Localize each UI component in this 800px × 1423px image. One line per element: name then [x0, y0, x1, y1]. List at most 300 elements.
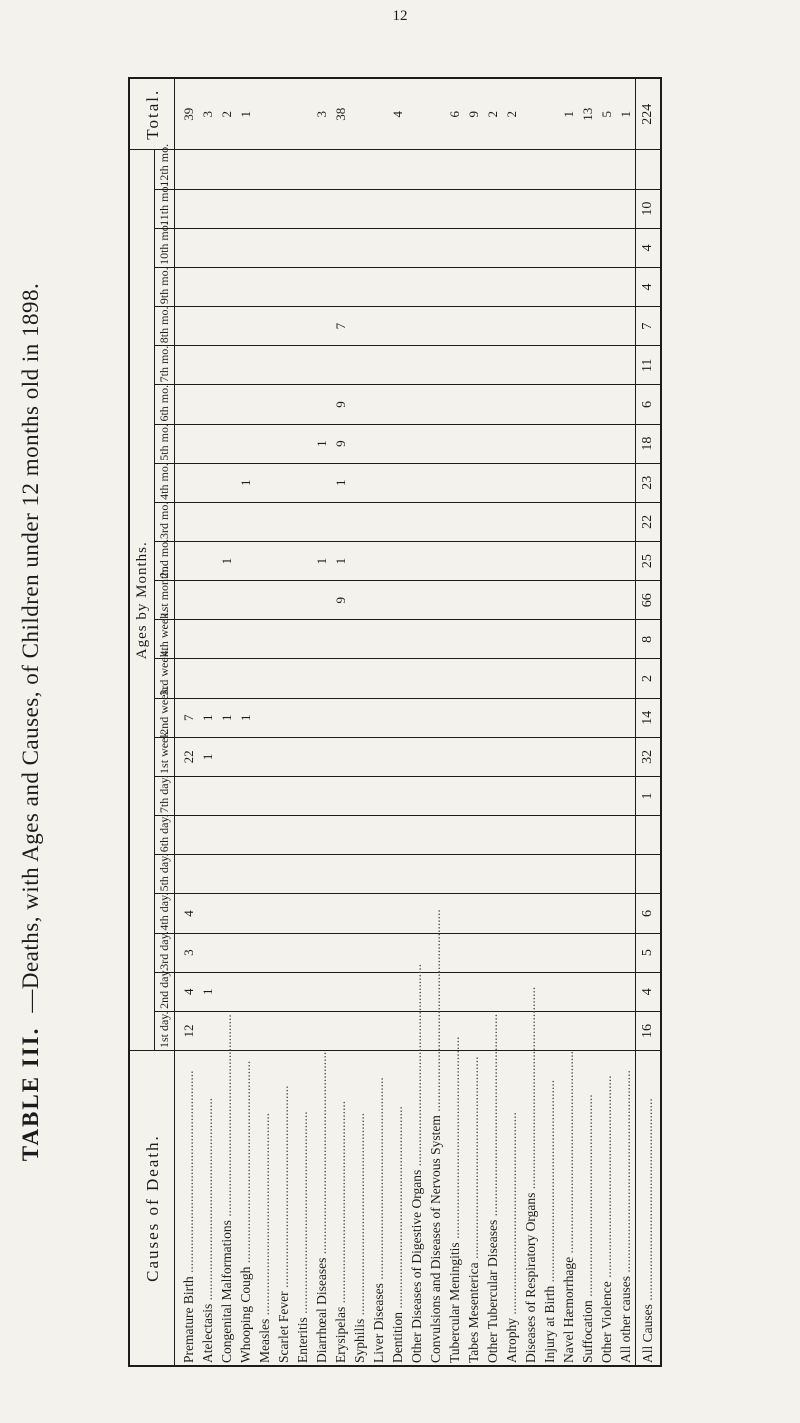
value-cell — [331, 816, 350, 855]
value-cell — [464, 424, 483, 463]
value-cell — [198, 855, 217, 894]
value-cell — [521, 150, 540, 189]
value-cell — [616, 776, 636, 815]
value-cell — [236, 1011, 255, 1050]
value-cell — [540, 346, 559, 385]
value-cell — [502, 933, 521, 972]
value-cell — [369, 659, 388, 698]
value-cell — [198, 228, 217, 267]
value-cell — [578, 385, 597, 424]
value-cell — [578, 424, 597, 463]
value-cell — [521, 816, 540, 855]
value-cell — [369, 933, 388, 972]
value-cell — [255, 424, 274, 463]
value-cell — [597, 933, 616, 972]
value-cell — [293, 228, 312, 267]
value-cell — [274, 189, 293, 228]
value-cell — [388, 659, 407, 698]
value-cell — [331, 502, 350, 541]
value-cell — [255, 581, 274, 620]
column-header: 6th day. — [155, 816, 175, 855]
value-cell — [616, 346, 636, 385]
value-cell — [464, 972, 483, 1011]
value-cell — [426, 620, 445, 659]
value-cell — [540, 698, 559, 737]
value-cell — [559, 620, 578, 659]
value-cell — [426, 228, 445, 267]
value-cell — [369, 894, 388, 933]
total-cell: 13 — [578, 78, 597, 150]
value-cell — [445, 933, 464, 972]
value-cell — [175, 502, 199, 541]
total-cell: 3 — [198, 78, 217, 150]
value-cell: 7 — [636, 307, 662, 346]
table-row — [559, 78, 578, 1366]
value-cell — [255, 698, 274, 737]
value-cell — [217, 502, 236, 541]
table-row — [175, 78, 199, 1366]
value-cell — [312, 150, 331, 189]
value-cell — [540, 542, 559, 581]
value-cell — [293, 189, 312, 228]
column-header: 2nd week. — [155, 698, 175, 737]
value-cell — [198, 659, 217, 698]
value-cell: 2 — [636, 659, 662, 698]
value-cell — [274, 855, 293, 894]
table-row — [350, 78, 369, 1366]
value-cell — [426, 855, 445, 894]
value-cell — [312, 385, 331, 424]
value-cell — [293, 267, 312, 306]
value-cell — [445, 855, 464, 894]
value-cell — [236, 424, 255, 463]
value-cell — [616, 1011, 636, 1050]
value-cell — [274, 228, 293, 267]
total-cell: 2 — [483, 78, 502, 150]
value-cell — [350, 933, 369, 972]
value-cell — [521, 620, 540, 659]
value-cell — [369, 502, 388, 541]
value-cell: 18 — [636, 424, 662, 463]
value-cell — [445, 228, 464, 267]
value-cell — [616, 502, 636, 541]
value-cell — [369, 972, 388, 1011]
value-cell — [369, 855, 388, 894]
total-cell — [274, 78, 293, 150]
value-cell — [502, 1011, 521, 1050]
value-cell: 4 — [636, 267, 662, 306]
value-cell — [559, 737, 578, 776]
value-cell — [331, 620, 350, 659]
value-cell — [255, 346, 274, 385]
value-cell — [521, 463, 540, 502]
value-cell — [217, 267, 236, 306]
value-cell — [255, 816, 274, 855]
value-cell: 32 — [636, 737, 662, 776]
value-cell — [616, 894, 636, 933]
value-cell — [616, 542, 636, 581]
value-cell — [407, 542, 426, 581]
table-caption — [18, 77, 44, 1367]
value-cell — [274, 972, 293, 1011]
cause-label: Measles — [257, 1318, 272, 1363]
value-cell — [616, 150, 636, 189]
cause-label: Premature Birth — [181, 1276, 196, 1363]
value-cell — [255, 150, 274, 189]
value-cell — [502, 424, 521, 463]
value-cell — [426, 816, 445, 855]
value-cell — [236, 620, 255, 659]
value-cell — [388, 189, 407, 228]
column-header: 1st week. — [155, 737, 175, 776]
column-header: 2nd day. — [155, 972, 175, 1011]
value-cell: 1 — [198, 972, 217, 1011]
value-cell — [236, 502, 255, 541]
value-cell: 22 — [175, 737, 199, 776]
table-row — [464, 78, 483, 1366]
value-cell — [616, 620, 636, 659]
value-cell — [293, 1011, 312, 1050]
value-cell — [217, 424, 236, 463]
value-cell — [331, 737, 350, 776]
value-cell — [597, 620, 616, 659]
value-cell — [616, 933, 636, 972]
value-cell — [597, 1011, 616, 1050]
value-cell — [483, 776, 502, 815]
value-cell — [198, 150, 217, 189]
cause-label: Other Violence — [599, 1281, 614, 1363]
value-cell — [312, 581, 331, 620]
value-cell — [236, 581, 255, 620]
value-cell — [388, 463, 407, 502]
value-cell — [464, 385, 483, 424]
column-header: 4th week. — [155, 620, 175, 659]
value-cell — [198, 1011, 217, 1050]
value-cell — [175, 267, 199, 306]
value-cell — [236, 816, 255, 855]
value-cell — [198, 581, 217, 620]
value-cell — [540, 385, 559, 424]
value-cell — [521, 267, 540, 306]
cause-cell: Liver Diseases ............................................................ — [371, 1077, 386, 1363]
column-header: 4th day. — [155, 894, 175, 933]
value-cell — [426, 346, 445, 385]
value-cell — [578, 816, 597, 855]
value-cell: 16 — [636, 1011, 662, 1050]
value-cell — [502, 267, 521, 306]
value-cell — [407, 189, 426, 228]
value-cell — [502, 620, 521, 659]
value-cell — [369, 542, 388, 581]
cause-label: Tubercular Meningitis — [447, 1242, 462, 1363]
value-cell: 9 — [331, 385, 350, 424]
value-cell — [597, 855, 616, 894]
value-cell — [350, 659, 369, 698]
value-cell — [255, 502, 274, 541]
value-cell — [331, 659, 350, 698]
value-cell — [274, 737, 293, 776]
value-cell — [578, 737, 597, 776]
value-cell — [616, 698, 636, 737]
cause-cell: Enteritis ............................................................ — [295, 1111, 310, 1363]
value-cell — [464, 776, 483, 815]
value-cell — [426, 385, 445, 424]
value-cell — [369, 698, 388, 737]
value-cell — [217, 189, 236, 228]
value-cell — [445, 385, 464, 424]
value-cell — [331, 346, 350, 385]
value-cell — [388, 816, 407, 855]
value-cell — [502, 659, 521, 698]
value-cell — [483, 737, 502, 776]
cause-cell: Scarlet Fever ............................................................ — [276, 1085, 291, 1363]
cause-cell: Diseases of Respiratory Organs ............................................................ — [523, 986, 538, 1363]
value-cell — [616, 816, 636, 855]
table-row — [521, 78, 540, 1366]
value-cell — [578, 855, 597, 894]
value-cell — [464, 150, 483, 189]
value-cell — [502, 581, 521, 620]
value-cell — [483, 620, 502, 659]
table-row — [217, 78, 236, 1366]
value-cell — [597, 816, 616, 855]
value-cell — [198, 502, 217, 541]
value-cell — [236, 894, 255, 933]
value-cell — [217, 933, 236, 972]
value-cell — [483, 463, 502, 502]
value-cell — [293, 659, 312, 698]
cause-cell: Other Violence ............................................................ — [599, 1075, 614, 1363]
value-cell — [312, 189, 331, 228]
value-cell — [597, 581, 616, 620]
value-cell — [578, 933, 597, 972]
cause-label: Tabes Mesenterica — [466, 1262, 481, 1363]
value-cell — [616, 228, 636, 267]
value-cell — [464, 933, 483, 972]
causes-header: Causes of Death. — [129, 1051, 175, 1366]
value-cell — [445, 816, 464, 855]
value-cell — [464, 463, 483, 502]
value-cell — [407, 620, 426, 659]
table-row — [198, 78, 217, 1366]
value-cell — [217, 228, 236, 267]
value-cell — [445, 581, 464, 620]
value-cell — [407, 698, 426, 737]
total-cell: 9 — [464, 78, 483, 150]
value-cell — [350, 1011, 369, 1050]
value-cell — [198, 894, 217, 933]
value-cell — [559, 776, 578, 815]
value-cell — [350, 502, 369, 541]
value-cell: 1 — [312, 542, 331, 581]
page-number: 12 — [392, 8, 408, 24]
value-cell — [540, 307, 559, 346]
total-cell: 4 — [388, 78, 407, 150]
value-cell — [198, 267, 217, 306]
column-header: 1st day. — [155, 1011, 175, 1050]
cause-cell: Tabes Mesenterica ............................................................ — [466, 1056, 481, 1363]
ages-header: Ages by Months. — [129, 150, 155, 1051]
value-cell — [445, 307, 464, 346]
value-cell: 8 — [636, 620, 662, 659]
value-cell — [274, 307, 293, 346]
value-cell — [274, 816, 293, 855]
value-cell — [540, 502, 559, 541]
value-cell: 1 — [331, 542, 350, 581]
value-cell — [198, 933, 217, 972]
value-cell — [312, 620, 331, 659]
value-cell — [521, 542, 540, 581]
value-cell — [407, 855, 426, 894]
value-cell — [293, 307, 312, 346]
value-cell — [502, 737, 521, 776]
value-cell — [293, 698, 312, 737]
cause-cell: Other Tubercular Diseases ............................................................ — [485, 1013, 500, 1363]
value-cell — [369, 581, 388, 620]
value-cell — [578, 542, 597, 581]
value-cell — [331, 933, 350, 972]
value-cell — [331, 1011, 350, 1050]
value-cell — [175, 659, 199, 698]
value-cell — [597, 228, 616, 267]
value-cell: 9 — [331, 424, 350, 463]
value-cell — [597, 659, 616, 698]
value-cell — [502, 776, 521, 815]
value-cell — [559, 542, 578, 581]
value-cell — [636, 816, 662, 855]
cause-cell: Tubercular Meningitis ............................................................ — [447, 1036, 462, 1363]
value-cell — [350, 581, 369, 620]
value-cell — [236, 737, 255, 776]
cause-label: Erysipelas — [333, 1306, 348, 1363]
cause-cell: Premature Birth ............................................................ — [181, 1070, 196, 1363]
total-cell: 1 — [559, 78, 578, 150]
value-cell — [502, 894, 521, 933]
value-cell — [350, 816, 369, 855]
value-cell — [274, 1011, 293, 1050]
value-cell — [502, 150, 521, 189]
value-cell — [407, 502, 426, 541]
total-cell — [407, 78, 426, 150]
value-cell — [175, 424, 199, 463]
value-cell: 1 — [331, 463, 350, 502]
value-cell: 4 — [175, 972, 199, 1011]
value-cell — [388, 698, 407, 737]
value-cell — [578, 502, 597, 541]
cause-label: Atelectasis — [200, 1303, 215, 1363]
value-cell — [236, 307, 255, 346]
value-cell — [578, 894, 597, 933]
value-cell — [312, 894, 331, 933]
column-header: 8th mo. — [155, 307, 175, 346]
column-header: 12th mo. — [155, 150, 175, 189]
value-cell — [350, 189, 369, 228]
value-cell — [502, 502, 521, 541]
value-cell — [274, 267, 293, 306]
value-cell — [369, 776, 388, 815]
value-cell — [578, 189, 597, 228]
value-cell — [445, 502, 464, 541]
value-cell — [312, 698, 331, 737]
value-cell — [559, 698, 578, 737]
value-cell — [559, 502, 578, 541]
value-cell: 1 — [636, 776, 662, 815]
value-cell — [331, 855, 350, 894]
value-cell — [350, 737, 369, 776]
value-cell — [293, 816, 312, 855]
value-cell — [597, 150, 616, 189]
value-cell — [274, 894, 293, 933]
value-cell — [483, 933, 502, 972]
table-row — [540, 78, 559, 1366]
value-cell — [255, 620, 274, 659]
value-cell — [198, 776, 217, 815]
table-row — [445, 78, 464, 1366]
value-cell — [331, 972, 350, 1011]
value-cell: 4 — [175, 894, 199, 933]
value-cell — [521, 424, 540, 463]
value-cell — [597, 776, 616, 815]
value-cell — [578, 698, 597, 737]
value-cell: 1 — [198, 698, 217, 737]
value-cell — [407, 659, 426, 698]
value-cell — [559, 659, 578, 698]
value-cell — [445, 542, 464, 581]
value-cell — [255, 385, 274, 424]
value-cell — [255, 307, 274, 346]
value-cell — [483, 816, 502, 855]
value-cell — [578, 228, 597, 267]
value-cell — [255, 894, 274, 933]
value-cell — [464, 698, 483, 737]
cause-cell: Convulsions and Diseases of Nervous System ............................................................ — [428, 909, 443, 1363]
value-cell — [426, 424, 445, 463]
column-header: 4th mo. — [155, 463, 175, 502]
value-cell — [578, 581, 597, 620]
value-cell — [388, 855, 407, 894]
total-cell: 1 — [236, 78, 255, 150]
cause-cell: Diarrhœal Diseases ............................................................ — [314, 1051, 329, 1363]
value-cell: 1 — [217, 542, 236, 581]
cause-cell: Measles ............................................................ — [257, 1112, 272, 1363]
table-row — [483, 78, 502, 1366]
value-cell — [274, 463, 293, 502]
cause-label: Congenital Malformations — [219, 1220, 234, 1363]
table-row — [616, 78, 636, 1366]
value-cell: 4 — [636, 228, 662, 267]
value-cell: 9 — [331, 581, 350, 620]
value-cell — [597, 189, 616, 228]
value-cell — [597, 737, 616, 776]
value-cell — [293, 502, 312, 541]
cause-label: Injury at Birth — [542, 1285, 557, 1363]
value-cell — [350, 463, 369, 502]
value-cell — [255, 228, 274, 267]
value-cell — [388, 620, 407, 659]
value-cell — [502, 542, 521, 581]
value-cell — [350, 855, 369, 894]
value-cell — [445, 463, 464, 502]
value-cell — [597, 698, 616, 737]
value-cell — [293, 346, 312, 385]
value-cell — [464, 189, 483, 228]
cause-label: Syphilis — [352, 1318, 367, 1363]
value-cell — [502, 189, 521, 228]
value-cell — [540, 424, 559, 463]
value-cell — [217, 385, 236, 424]
cause-label: Convulsions and Diseases of Nervous System — [428, 1115, 443, 1363]
value-cell — [559, 385, 578, 424]
